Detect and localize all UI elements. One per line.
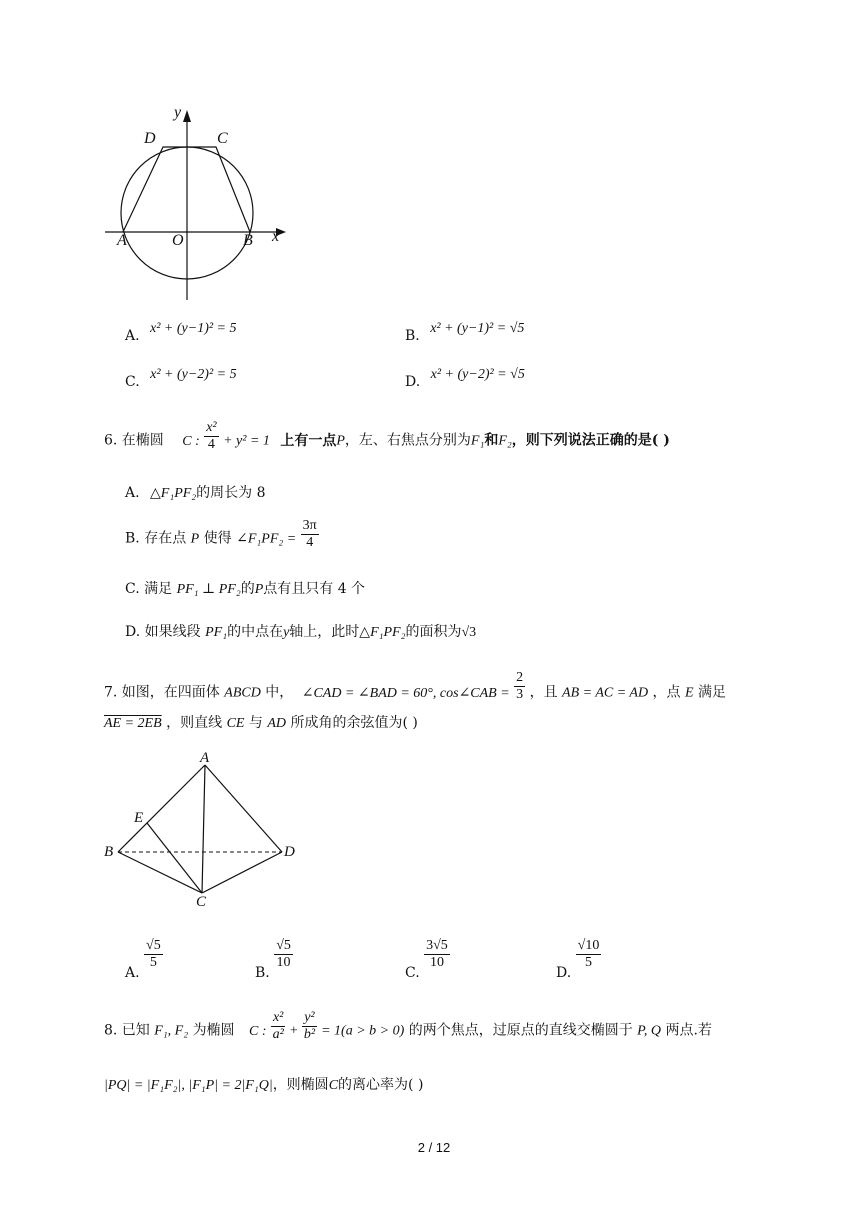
- q6-option-a: [125, 482, 266, 502]
- q8-line2-end: 的离心率为( ): [338, 1077, 424, 1093]
- q6-option-b-label: B. 存在点: [125, 530, 187, 547]
- q6-option-d-text3: 的面积为: [405, 624, 462, 640]
- q6-option-d-label: D. 如果线段: [125, 624, 201, 640]
- q8-den-b: b²: [303, 1027, 316, 1042]
- q5-option-d-label: D.: [405, 374, 421, 390]
- q7-figure: [100, 750, 310, 915]
- q6-ellipse-c: C :: [182, 433, 200, 449]
- q5-point-b: B: [243, 232, 253, 249]
- q7-option-a: [125, 938, 163, 981]
- q6-option-d-tri: △F₁PF₂: [359, 625, 406, 640]
- q6-option-c-text2: 点有且只有 4 个: [263, 581, 366, 597]
- q8-frac-y: [302, 1010, 316, 1043]
- q7-eq: AB = AC = AD: [562, 685, 649, 701]
- q6-option-c-expr: PF₁ ⊥ PF₂: [176, 582, 241, 597]
- q6-option-c-text1: 的: [240, 581, 255, 597]
- q5-figure-svg: [100, 100, 300, 310]
- q6-point-p: P: [336, 433, 345, 449]
- q7-fig-a: A: [200, 750, 210, 766]
- q7-cos-fraction: [514, 670, 525, 703]
- q7-option-a-label: A.: [125, 964, 140, 981]
- q7-option-c-num: 3√5: [426, 938, 448, 953]
- q7-stem-prefix: 7. 如图，在四面体: [104, 684, 220, 701]
- q7-angles: ∠CAD = ∠BAD = 60°, cos∠CAB =: [301, 685, 510, 701]
- q8-den-a: a²: [272, 1027, 284, 1042]
- q6-option-c-p: P: [254, 582, 264, 597]
- q6-ellipse-fraction: [204, 420, 218, 453]
- q7-fig-b: B: [104, 844, 114, 860]
- q7-zhong: 中，: [265, 684, 294, 701]
- q6-stem-mid: 上有一点: [280, 432, 337, 449]
- q5-option-b-expr: x² + (y−1)² = √5: [430, 321, 525, 336]
- q8-plus: +: [289, 1023, 298, 1039]
- q8-line2-expr: |PQ| = |F₁F₂|, |F₁P| = 2|F₁Q|: [104, 1078, 273, 1093]
- q7-cos-den: 3: [516, 687, 524, 702]
- q6-option-a-tri: △F₁PF₂: [150, 486, 197, 501]
- q6-f2: F₂: [498, 433, 512, 449]
- q7-abcd: ABCD: [224, 685, 261, 701]
- q5-option-c-label: C.: [125, 374, 140, 390]
- q7-stem-line1: [104, 670, 727, 709]
- q7-ad: AD: [267, 716, 287, 731]
- q5-option-d-expr: x² + (y−2)² = √5: [430, 367, 525, 382]
- q7-option-c-label: C.: [405, 964, 420, 981]
- q5-option-a: [125, 321, 237, 345]
- q5-figure: [100, 100, 300, 310]
- q7-vector-eq: AE = 2EB: [104, 716, 162, 731]
- q7-fig-c: C: [196, 894, 207, 910]
- q6-stem-mid2: ，左、右焦点分别为: [344, 432, 471, 449]
- q5-point-o: O: [172, 232, 184, 249]
- q6-option-c-label: C. 满足: [125, 581, 173, 597]
- q6-option-d-val: √3: [461, 625, 477, 640]
- q6-stem-end: ，则下列说法正确的是( ): [511, 432, 670, 449]
- q7-option-a-den: 5: [149, 955, 157, 970]
- q6-stem: [104, 420, 670, 457]
- q7-option-b-fraction: [274, 938, 293, 971]
- q6-option-d-y: y: [283, 625, 290, 640]
- q5-option-b-label: B.: [405, 328, 420, 344]
- q6-option-d-text1: 的中点在: [227, 624, 284, 640]
- q6-option-a-label: A.: [125, 485, 140, 501]
- q5-option-d: [405, 367, 525, 391]
- q6-ellipse-num: x²: [206, 420, 217, 435]
- q7-satisfy: 满足: [698, 684, 727, 701]
- q8-c: C: [328, 1078, 339, 1093]
- q6-option-d: [125, 621, 476, 641]
- q8-num-y: y²: [304, 1010, 315, 1025]
- q5-point-c: C: [217, 130, 228, 147]
- q7-end: 所成角的余弦值为( ): [290, 715, 418, 731]
- q5-option-b: [405, 321, 525, 345]
- q6-ellipse-rest: + y² = 1: [223, 433, 270, 449]
- q6-f1: F₁: [470, 433, 485, 449]
- q7-option-d-fraction: [576, 938, 602, 971]
- q8-line2-mid: ，则椭圆: [272, 1077, 329, 1093]
- q5-axis-y-label: y: [174, 104, 182, 121]
- q6-option-b-p: P: [190, 531, 200, 547]
- q7-option-b-den: 10: [276, 955, 291, 970]
- q8-cond: = 1(a > b > 0): [321, 1023, 405, 1039]
- q7-option-b-label: B.: [255, 964, 270, 981]
- q5-option-a-label: A.: [125, 328, 140, 344]
- q5-point-a: A: [117, 232, 127, 249]
- q8-ellipse-c: C :: [249, 1023, 267, 1039]
- q8-stem-end: 两点.若: [665, 1022, 712, 1039]
- q7-option-d-label: D.: [556, 964, 572, 981]
- q8-frac-x: [271, 1010, 285, 1043]
- q5-option-c: [125, 367, 237, 391]
- q7-figure-svg: [100, 750, 310, 915]
- q6-option-a-text: 的周长为 8: [196, 485, 266, 501]
- q7-fig-e: E: [134, 810, 144, 826]
- q7-option-c-fraction: [424, 938, 450, 971]
- q7-point-e: E: [685, 685, 694, 701]
- q6-option-b-angle: ∠F₁PF₂ =: [236, 531, 297, 547]
- q7-option-a-fraction: [144, 938, 163, 971]
- page-number: 2 / 12: [417, 1140, 451, 1155]
- q5-option-a-expr: x² + (y−1)² = 5: [150, 321, 237, 336]
- q5-point-d: D: [144, 130, 156, 147]
- q6-option-c: [125, 578, 365, 598]
- q7-point-text: ，点: [652, 684, 681, 701]
- q7-option-b: [255, 938, 293, 981]
- q7-option-c-den: 10: [429, 955, 444, 970]
- q6-option-b-fraction: [301, 518, 319, 551]
- q6-option-b-text: 使得: [203, 530, 232, 547]
- q6-stem-prefix: 6. 在椭圆: [104, 432, 164, 449]
- q5-axis-x-label: x: [272, 228, 280, 245]
- q7-option-b-num: √5: [276, 938, 291, 953]
- q7-cos-num: 2: [516, 670, 524, 685]
- q8-stem-line1: [104, 1010, 712, 1047]
- q6-ellipse-den: 4: [207, 437, 215, 452]
- q6-option-b: [125, 518, 319, 555]
- q7-yu: 与: [248, 715, 263, 731]
- q7-ce: CE: [226, 716, 245, 731]
- q7-option-a-num: √5: [146, 938, 161, 953]
- q8-stem-prefix: 8. 已知: [104, 1022, 150, 1039]
- q8-f1f2: F₁, F₂: [154, 1023, 189, 1039]
- q6-and: 和: [484, 432, 499, 449]
- q8-stem-mid: 的两个焦点，过原点的直线交椭圆于: [408, 1022, 633, 1039]
- q7-option-d: [556, 938, 601, 981]
- q7-line-text: ，则直线: [166, 715, 223, 731]
- q7-qie: ，且: [529, 684, 558, 701]
- q7-option-d-num: √10: [577, 938, 600, 953]
- q6-option-b-num: 3π: [302, 518, 317, 533]
- q8-pq-points: P, Q: [637, 1023, 662, 1039]
- q8-stem-line2: [104, 1074, 423, 1094]
- q7-stem-line2: [104, 712, 418, 732]
- q6-option-d-text2: 轴上，此时: [289, 624, 360, 640]
- q5-option-c-expr: x² + (y−2)² = 5: [150, 367, 237, 382]
- q8-wei: 为椭圆: [192, 1022, 235, 1039]
- q7-fig-d: D: [284, 844, 295, 860]
- q7-option-c: [405, 938, 450, 981]
- q6-option-d-seg: PF₁: [205, 625, 228, 640]
- q8-num-x: x²: [272, 1010, 284, 1025]
- q7-option-d-den: 5: [584, 955, 592, 970]
- q6-option-b-den: 4: [306, 535, 314, 550]
